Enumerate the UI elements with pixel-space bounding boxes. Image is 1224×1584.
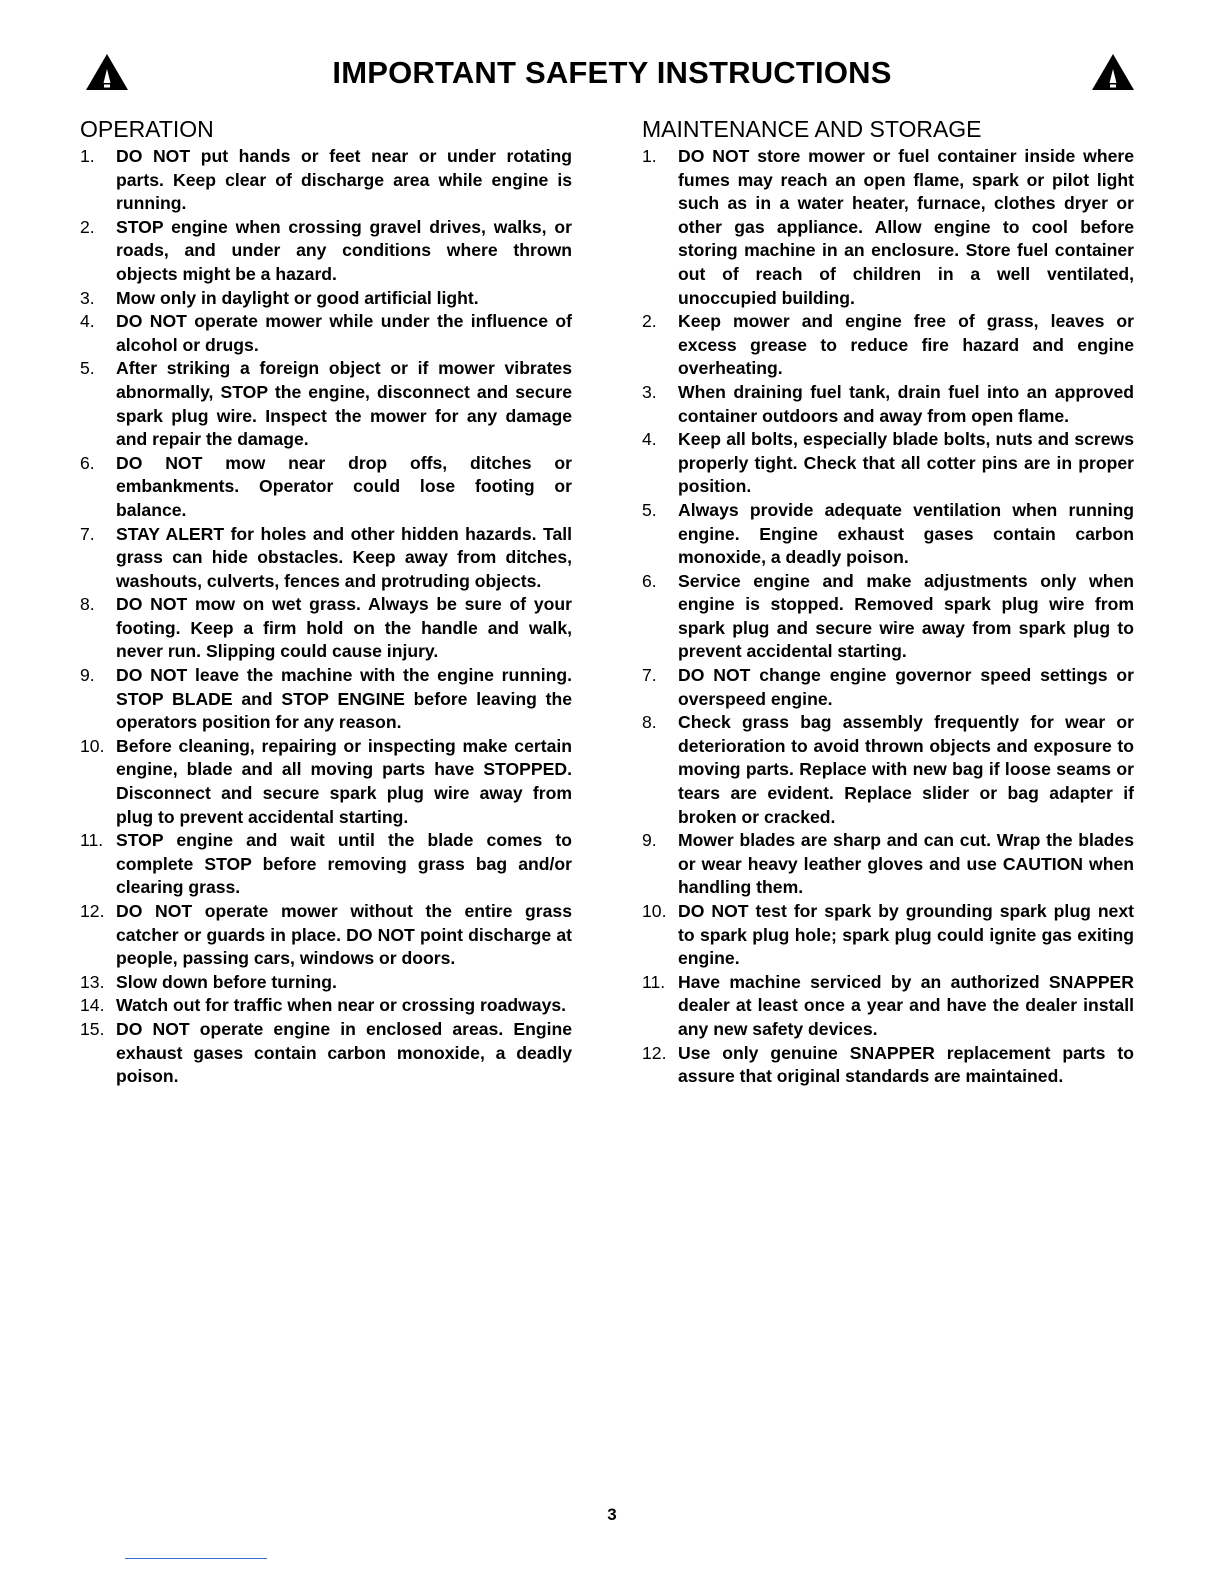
list-item (642, 570, 1134, 664)
list-item (80, 523, 572, 594)
item-number: 11. (80, 830, 104, 851)
item-text: Keep all bolts, especially blade bolts, nuts and screws properly tight. Check that all cotter pins are in proper position. (678, 429, 1134, 497)
item-number: 1. (642, 146, 657, 166)
item-number: 2. (80, 216, 95, 237)
list-item (642, 664, 1134, 711)
item-text: Have machine serviced by an authorized SNAPPER dealer at least once a year and have the dealer install any new safety devices. (678, 971, 1134, 1039)
list-item (642, 1042, 1134, 1089)
list-item (80, 593, 572, 664)
item-text: Watch out for traffic when near or crossing roadways. (116, 995, 567, 1016)
item-text: When draining fuel tank, drain fuel into an approved container outdoors and away from open flame. (678, 381, 1134, 426)
list-item (80, 145, 572, 216)
operation-section (80, 115, 572, 1089)
item-number: 14. (80, 995, 105, 1016)
list-item (80, 357, 572, 451)
item-text: Slow down before turning. (116, 971, 337, 992)
page-title: IMPORTANT SAFETY INSTRUCTIONS (332, 55, 892, 90)
item-number: 10. (80, 735, 105, 756)
list-item (642, 145, 1134, 310)
item-text: DO NOT leave the machine with the engine running. STOP BLADE and STOP ENGINE before leaving the operators position for any reason. (116, 665, 572, 733)
item-number: 8. (80, 594, 95, 615)
item-text: DO NOT store mower or fuel container inside where fumes may reach an open flame, spark or pilot light such as in a water heater, furnace, clothes dryer or other gas appliance. Allow engine to cool before storing machine in an enclosure. Store fuel container out of reach of children in a well ventilated, unoccupied building. (678, 146, 1134, 308)
item-number: 7. (642, 665, 657, 686)
list-item (642, 428, 1134, 499)
bottom-rule (125, 1558, 267, 1559)
item-text: Before cleaning, repairing or inspecting make certain engine, blade and all moving parts have STOPPED. Disconnect and secure spark plug wire away from plug to prevent accidental starting. (116, 735, 572, 827)
item-number: 3. (80, 287, 95, 308)
list-item (80, 829, 572, 900)
item-number: 4. (642, 429, 657, 450)
page-header (0, 52, 1224, 100)
item-number: 13. (80, 971, 105, 992)
list-item (80, 216, 572, 287)
item-number: 10. (642, 901, 667, 921)
list-item (80, 1018, 572, 1089)
list-item (642, 900, 1134, 971)
item-text: DO NOT mow on wet grass. Always be sure of your footing. Keep a firm hold on the handle and walk, never run. Slipping could cause injury. (116, 594, 572, 662)
maintenance-list (642, 145, 1134, 1089)
item-text: Check grass bag assembly frequently for wear or deterioration to avoid thrown objects and exposure to moving parts. Replace with new bag if loose seams or tears are evident. Replace slider or bag adapter if broken or cracked. (678, 712, 1134, 827)
list-item (642, 381, 1134, 428)
item-text: After striking a foreign object or if mower vibrates abnormally, STOP the engine, disconnect and secure spark plug wire. Inspect the mower for any damage and repair the damage. (116, 358, 572, 450)
list-item (642, 310, 1134, 381)
item-number: 6. (80, 452, 95, 473)
maintenance-section (642, 115, 1134, 1089)
item-text: DO NOT mow near drop offs, ditches or embankments. Operator could lose footing or balance. (116, 452, 572, 520)
list-item (80, 287, 572, 311)
item-number: 9. (80, 665, 95, 686)
item-text: Keep mower and engine free of grass, leaves or excess grease to reduce fire hazard and engine overheating. (678, 311, 1134, 379)
item-number: 12. (642, 1042, 667, 1063)
item-text: STOP engine when crossing gravel drives, walks, or roads, and under any conditions where thrown objects might be a hazard. (116, 216, 572, 284)
list-item (642, 829, 1134, 900)
item-number: 12. (80, 901, 105, 921)
list-item (642, 971, 1134, 1042)
item-text: DO NOT test for spark by grounding spark plug next to spark plug hole; spark plug could ignite gas exiting engine. (678, 901, 1134, 969)
item-text: Use only genuine SNAPPER replacement parts to assure that original standards are maintained. (678, 1042, 1134, 1087)
item-text: Always provide adequate ventilation when running engine. Engine exhaust gases contain carbon monoxide, a deadly poison. (678, 499, 1134, 568)
list-item (80, 971, 572, 995)
item-number: 6. (642, 570, 657, 591)
item-text: DO NOT operate mower without the entire grass catcher or guards in place. DO NOT point discharge at people, passing cars, windows or doors. (116, 901, 572, 969)
item-number: 7. (80, 523, 95, 544)
item-text: Service engine and make adjustments only when engine is stopped. Removed spark plug wire from spark plug and secure wire away from spark plug to prevent accidental starting. (678, 570, 1134, 662)
list-item (80, 735, 572, 829)
item-text: DO NOT operate engine in enclosed areas. Engine exhaust gases contain carbon monoxide, a deadly poison. (116, 1018, 572, 1087)
item-number: 2. (642, 311, 657, 332)
list-item (642, 499, 1134, 570)
list-item (80, 452, 572, 523)
page-number: 3 (607, 1505, 617, 1524)
item-number: 9. (642, 830, 657, 851)
item-text: DO NOT change engine governor speed settings or overspeed engine. (678, 665, 1134, 709)
item-text: Mow only in daylight or good artificial light. (116, 287, 479, 308)
item-text: DO NOT put hands or feet near or under rotating parts. Keep clear of discharge area while engine is running. (116, 146, 572, 214)
item-text: STOP engine and wait until the blade comes to complete STOP before removing grass bag and/or clearing grass. (116, 830, 572, 898)
list-item (80, 994, 572, 1018)
item-number: 11. (642, 971, 666, 992)
list-item (80, 310, 572, 357)
list-item (642, 711, 1134, 829)
item-number: 1. (80, 146, 95, 166)
item-text: Mower blades are sharp and can cut. Wrap the blades or wear heavy leather gloves and use CAUTION when handling them. (678, 830, 1134, 898)
section-heading-maintenance: MAINTENANCE AND STORAGE (642, 116, 982, 142)
list-item (80, 900, 572, 971)
item-number: 3. (642, 381, 657, 402)
item-number: 4. (80, 311, 95, 332)
item-number: 5. (80, 358, 95, 379)
item-text: DO NOT operate mower while under the influence of alcohol or drugs. (116, 311, 572, 355)
section-heading-operation: OPERATION (80, 116, 214, 142)
item-text: STAY ALERT for holes and other hidden hazards. Tall grass can hide obstacles. Keep away from ditches, washouts, culverts, fences and protruding objects. (116, 523, 572, 591)
operation-list (80, 145, 572, 1089)
item-number: 15. (80, 1018, 105, 1039)
warning-triangle-icon (1090, 52, 1136, 92)
item-number: 8. (642, 712, 657, 733)
list-item (80, 664, 572, 735)
item-number: 5. (642, 499, 657, 520)
